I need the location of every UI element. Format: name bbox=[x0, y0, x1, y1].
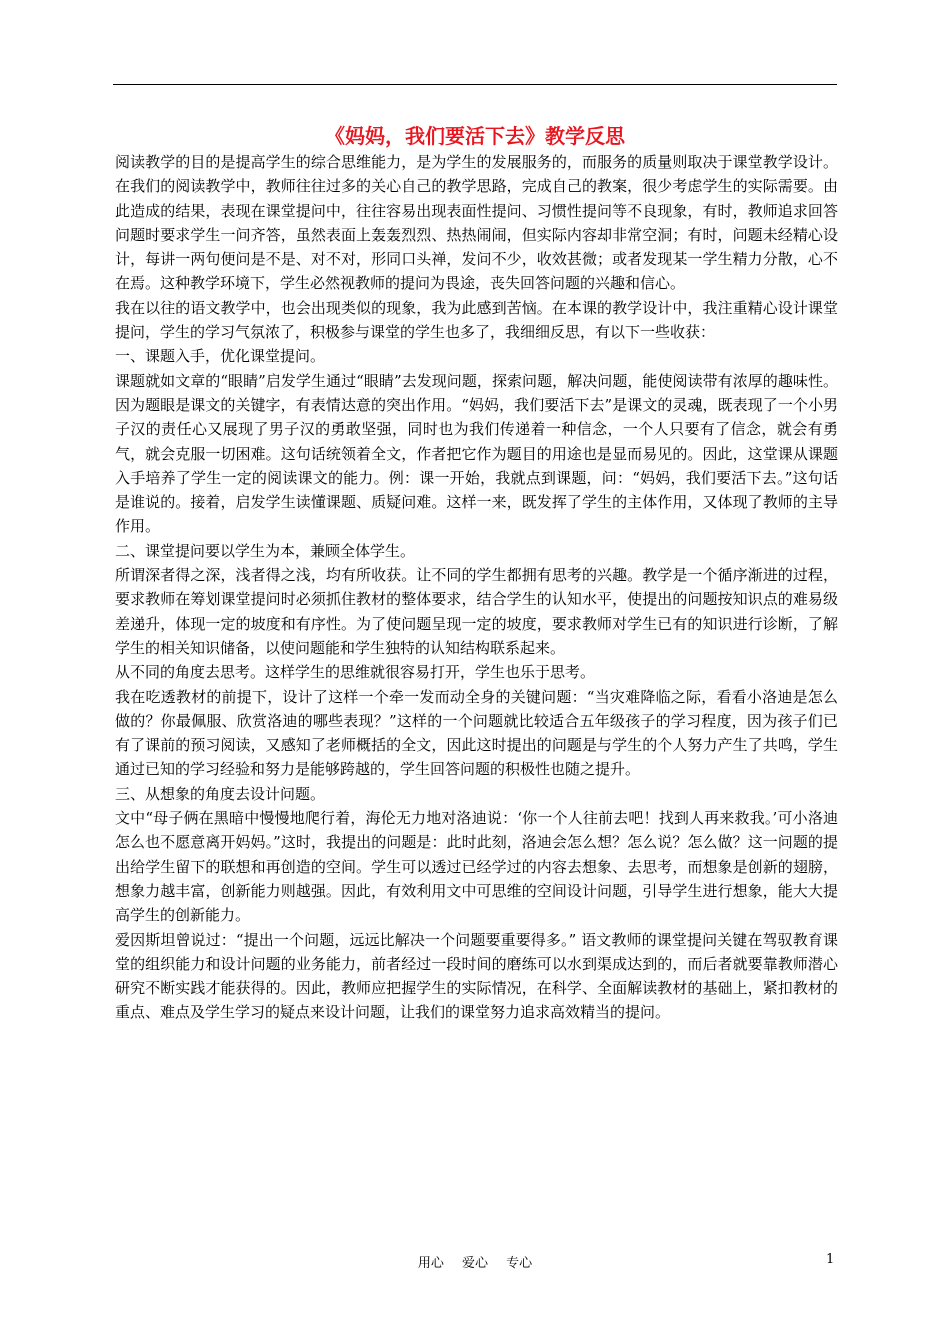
section-heading-3: 三、从想象的角度去设计问题。 bbox=[115, 784, 326, 803]
document-title: 《妈妈，我们要活下去》教学反思 bbox=[325, 124, 625, 148]
paragraph-conclusion: 爱因斯坦曾说过：“提出一个问题，远远比解决一个问题要重要得多。” 语文教师的课堂提问关键在驾驭教育课堂的组织能力和设计问题的业务能力，前者经过一段时间的磨练可以水到渠成达到的，而后者就要靠教师潜心研究不断实践才能获得的。因此，教师应把握学生的实际情况，在科学、全面解读教材的基础上，紧扣教材的重点、难点及学生学习的疑点来设计问题，让我们的课堂努力追求高效精当的提问。 bbox=[115, 930, 838, 1022]
paragraph-angles: 从不同的角度去思考。这样学生的思维就很容易打开，学生也乐于思考。 bbox=[115, 663, 596, 682]
document-body bbox=[115, 150, 838, 1025]
paragraph-key-question: 我在吃透教材的前提下，设计了这样一个牵一发而动全身的关键问题：“当灾难降临之际，看看小洛迪是怎么做的？你最佩服、欣赏洛迪的哪些表现？”这样的一个问题就比较适合五年级孩子的学习程度，因为孩子们已有了课前的预习阅读，又感知了老师概括的全文，因此这时提出的问题是与学生的个人努力产生了共鸣，学生通过已知的学习经验和努力是能够跨越的，学生回答问题的积极性也随之提升。 bbox=[115, 687, 838, 779]
footer-motto: 用心 爱心 专心 bbox=[417, 1256, 533, 1271]
paragraph-intro: 阅读教学的目的是提高学生的综合思维能力，是为学生的发展服务的，而服务的质量则取决于课堂教学设计。在我们的阅读教学中，教师往往过多的关心自己的教学思路，完成自己的教案，很少考虑学生的实际需要。由此造成的结果，表现在课堂提问中，往往容易出现表面性提问、习惯性提问等不良现象，有时，教师追求回答问题时要求学生一问齐答，虽然表面上轰轰烈烈、热热闹闹，但实际内容却非常空洞；有时，问题未经精心设计，每讲一两句便问是不是、对不对，形同口头禅，发问不少，收效甚微；或者发现某一学生精力分散，心不在焉。这种教学环境下，学生必然视教师的提问为畏途，丧失回答问题的兴趣和信心。 bbox=[115, 153, 838, 293]
section-heading-1: 一、课题入手，优化课堂提问。 bbox=[115, 347, 326, 366]
page-number: 1 bbox=[826, 1252, 835, 1267]
header-rule bbox=[113, 84, 837, 85]
paragraph-section-1: 课题就如文章的“眼睛”启发学生通过“眼睛”去发现问题，探索问题，解决问题，能使阅读带有浓厚的趣味性。因为题眼是课文的关键字，有表情达意的突出作用。“妈妈，我们要活下去”是课文的灵魂，既表现了一个小男子汉的责任心又展现了男子汉的勇敢坚强，同时也为我们传递着一种信念，一个人只要有了信念，就会有勇气，就会克服一切困难。这句话统领着全文，作者把它作为题目的用途也是显而易见的。因此，这堂课从课题入手培养了学生一定的阅读课文的能力。例：课一开始，我就点到课题，问：“妈妈，我们要活下去。”这句话是谁说的。接着，启发学生读懂课题、质疑问难。这样一来，既发挥了学生的主体作用，又体现了教师的主导作用。 bbox=[115, 371, 838, 536]
paragraph-reflection: 我在以往的语文教学中，也会出现类似的现象，我为此感到苦恼。在本课的教学设计中，我注重精心设计课堂提问，学生的学习气氛浓了，积极参与课堂的学生也多了，我细细反思，有以下一些收获： bbox=[115, 298, 838, 342]
paragraph-section-2: 所谓深者得之深，浅者得之浅，均有所收获。让不同的学生都拥有思考的兴趣。教学是一个循序渐进的过程，要求教师在筹划课堂提问时必须抓住教材的整体要求，结合学生的认知水平，使提出的问题按知识点的难易级差递升，体现一定的坡度和有序性。为了使问题呈现一定的坡度，要求教师对学生已有的知识进行诊断，了解学生的相关知识储备，以使问题能和学生独特的认知结构联系起来。 bbox=[115, 566, 838, 657]
section-heading-2: 二、课堂提问要以学生为本，兼顾全体学生。 bbox=[115, 541, 416, 560]
paragraph-section-3: 文中“母子俩在黑暗中慢慢地爬行着，海伦无力地对洛迪说：‘你一个人往前去吧！找到人再来救我。’可小洛迪怎么也不愿意离开妈妈。”这时，我提出的问题是：此时此刻，洛迪会怎么想？怎么说？怎么做？这一问题的提出给学生留下的联想和再创造的空间。学生可以透过已经学过的内容去想象、去思考，而想象是创新的翅膀，想象力越丰富，创新能力则越强。因此，有效利用文中可思维的空间设计问题，引导学生进行想象，能大大提高学生的创新能力。 bbox=[115, 809, 838, 925]
